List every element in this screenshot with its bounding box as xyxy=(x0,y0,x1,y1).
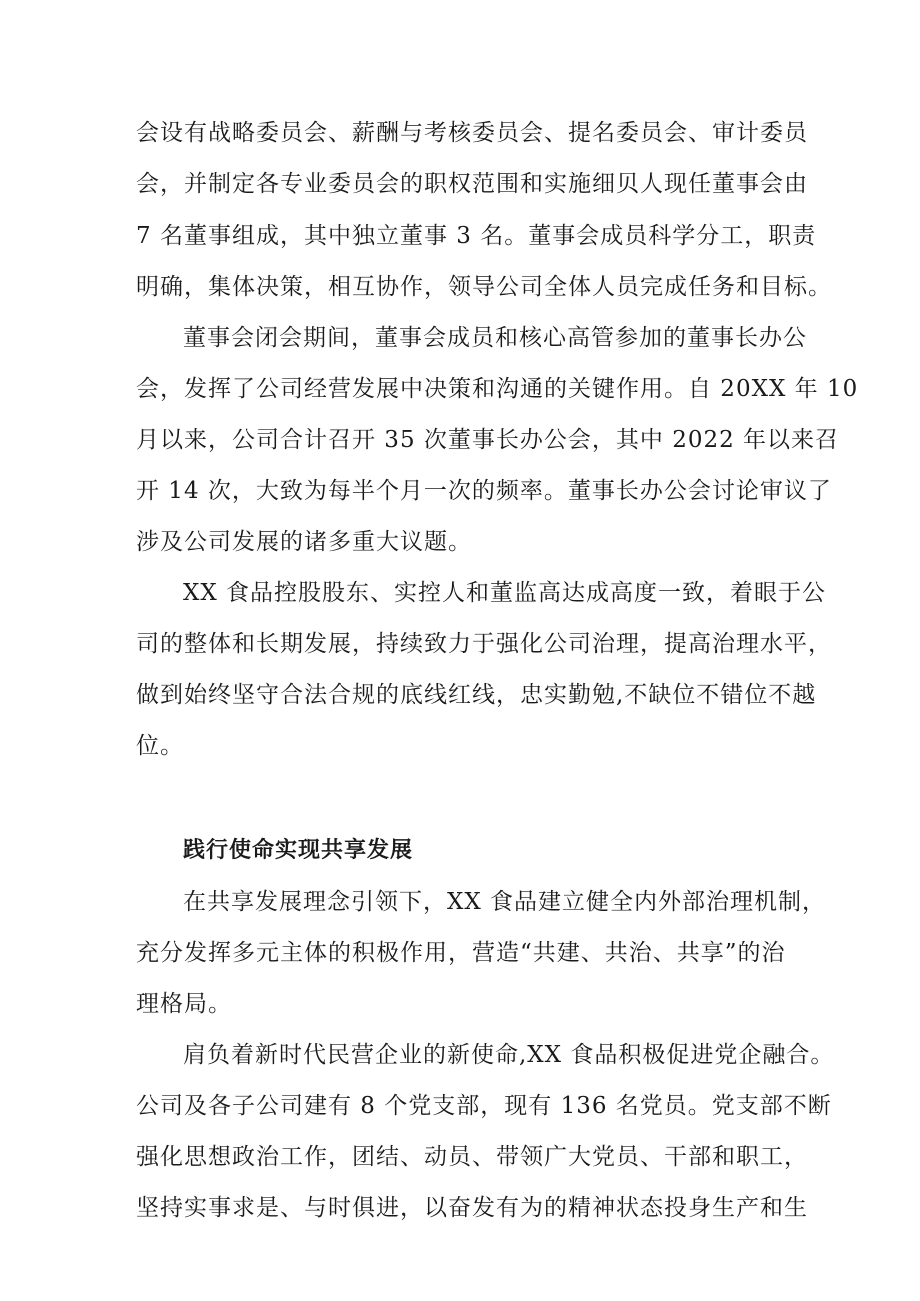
paragraph-line: 理格局。 xyxy=(136,991,232,1017)
paragraph-line: 董事会闭会期间，董事会成员和核心高管参加的董事长办公 xyxy=(183,325,807,351)
paragraph-line: 7 名董事组成，其中独立董事 3 名。董事会成员科学分工，职责 xyxy=(136,223,817,249)
paragraph-line: 会设有战略委员会、薪酬与考核委员会、提名委员会、审计委员 xyxy=(136,120,808,146)
paragraph-line: 公司及各子公司建有 8 个党支部，现有 136 名党员。党支部不断 xyxy=(136,1093,832,1119)
paragraph-line: 位。 xyxy=(136,733,184,759)
paragraph-line: 做到始终坚守合法合规的底线红线，忠实勤勉,不缺位不错位不越 xyxy=(136,682,817,708)
paragraph-line: 涉及公司发展的诸多重大议题。 xyxy=(136,529,472,555)
paragraph-line: 明确，集体决策，相互协作，领导公司全体人员完成任务和目标。 xyxy=(136,274,832,300)
paragraph-line: 肩负着新时代民营企业的新使命,XX 食品积极促进党企融合。 xyxy=(183,1042,835,1068)
paragraph-line: 坚持实事求是、与时俱进，以奋发有为的精神状态投身生产和生 xyxy=(136,1195,808,1221)
paragraph-line: 充分发挥多元主体的积极作用，营造“共建、共治、共享”的治 xyxy=(136,940,786,966)
paragraph-line: 司的整体和长期发展，持续致力于强化公司治理，提高治理水平， xyxy=(136,631,832,657)
paragraph-line: 强化思想政治工作，团结、动员、带领广大党员、干部和职工， xyxy=(136,1144,808,1170)
paragraph-line: 会，并制定各专业委员会的职权范围和实施细贝人现任董事会由 xyxy=(136,171,808,197)
paragraph-line: 会，发挥了公司经营发展中决策和沟通的关键作用。自 20XX 年 10 xyxy=(136,376,859,402)
section-heading: 践行使命实现共享发展 xyxy=(183,838,414,863)
paragraph-line: 在共享发展理念引领下，XX 食品建立健全内外部治理机制， xyxy=(183,889,827,915)
paragraph-line: XX 食品控股股东、实控人和董监高达成高度一致，着眼于公 xyxy=(183,580,827,606)
paragraph-line: 月以来，公司合计召开 35 次董事长办公会，其中 2022 年以来召 xyxy=(136,427,840,453)
paragraph-line: 开 14 次，大致为每半个月一次的频率。董事长办公会讨论审议了 xyxy=(136,478,832,504)
